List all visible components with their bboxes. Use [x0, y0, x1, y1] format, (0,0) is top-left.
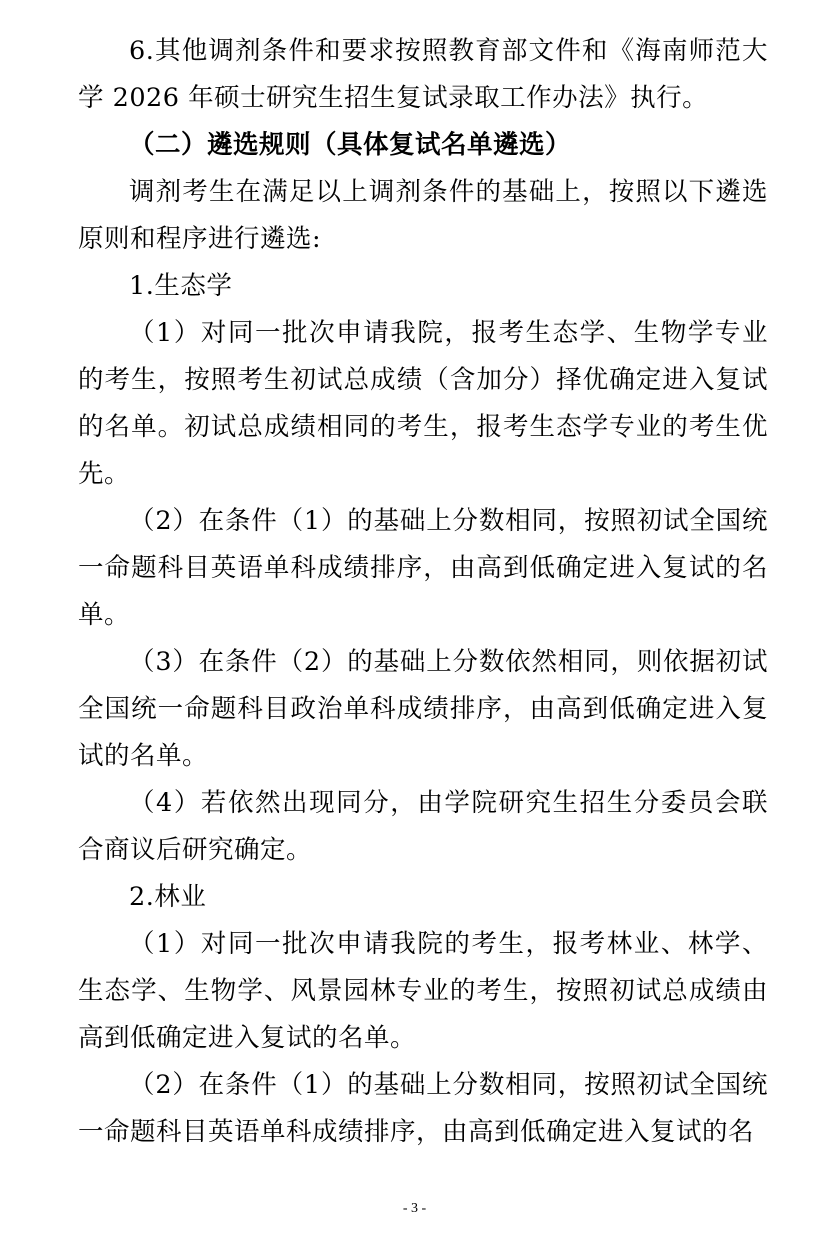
- paragraph-ecology-rule-1: （1）对同一批次申请我院，报考生态学、生物学专业的考生，按照考生初试总成绩（含加分）择优确定进入复试的名单。初试总成绩相同的考生，报考生态学专业的考生优先。: [78, 318, 768, 489]
- subheading-ecology: 1.生态学: [129, 271, 233, 301]
- paragraph-ecology-rule-2: （2）在条件（1）的基础上分数相同，按照初试全国统一命题科目英语单科成绩排序，由高到低确定进入复试的名单。: [78, 506, 768, 630]
- paragraph-other-conditions: 6.其他调剂条件和要求按照教育部文件和《海南师范大学 2026 年硕士研究生招生复试录取工作办法》执行。: [78, 36, 768, 113]
- section-heading-selection-rules: （二）遴选规则（具体复试名单遴选）: [129, 130, 572, 160]
- page-number: - 3 -: [402, 1201, 427, 1216]
- paragraph-forestry-rule-1: （1）对同一批次申请我院的考生，报考林业、林学、生态学、生物学、风景园林专业的考生，按照初试总成绩由高到低确定进入复试的名单。: [78, 929, 768, 1053]
- paragraph-forestry-rule-2: （2）在条件（1）的基础上分数相同，按照初试全国统一命题科目英语单科成绩排序，由高到低确定进入复试的名: [78, 1070, 768, 1147]
- paragraph-ecology-rule-3: （3）在条件（2）的基础上分数依然相同，则依据初试全国统一命题科目政治单科成绩排序，由高到低确定进入复试的名单。: [78, 647, 768, 771]
- subheading-forestry: 2.林业: [129, 882, 207, 912]
- paragraph-selection-intro: 调剂考生在满足以上调剂条件的基础上，按照以下遴选原则和程序进行遴选:: [78, 177, 768, 254]
- paragraph-ecology-rule-4: （4）若依然出现同分，由学院研究生招生分委员会联合商议后研究确定。: [78, 788, 768, 865]
